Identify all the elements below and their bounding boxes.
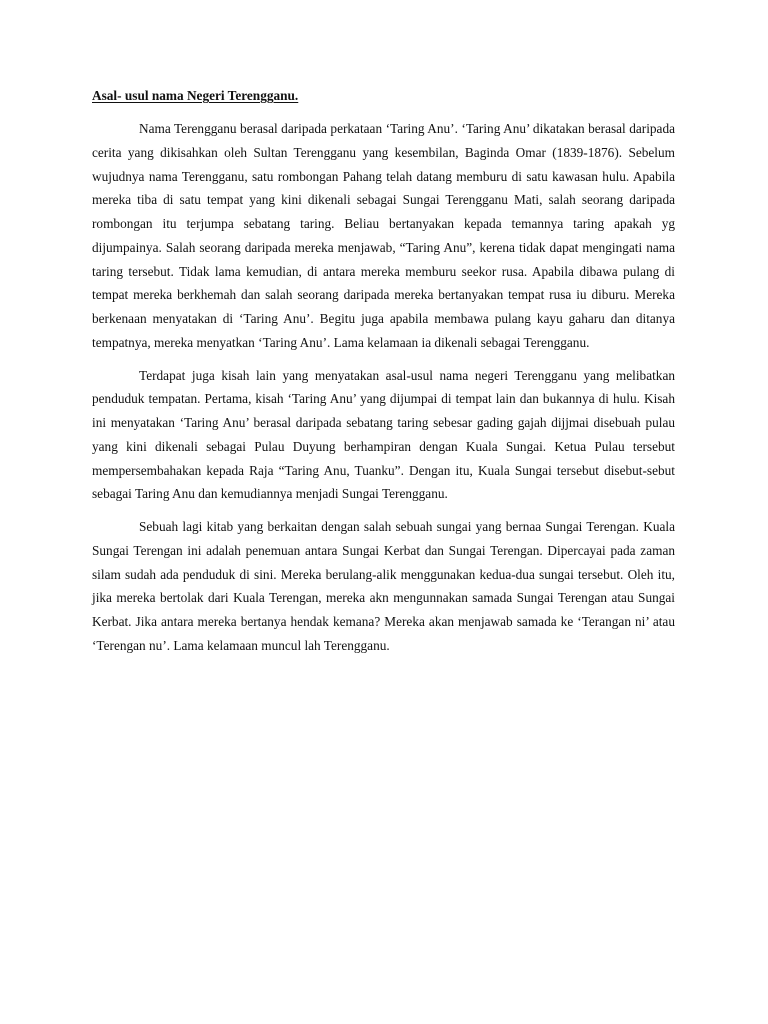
document-body xyxy=(92,84,675,667)
paragraph-2: Terdapat juga kisah lain yang menyatakan asal-usul nama negeri Terengganu yang melibatkan penduduk tempatan. Pertama, kisah ‘Taring Anu’ yang dijumpai di tempat lain dan bukannya di hulu. Kisah ini menyatakan ‘Taring Anu’ berasal daripada sebatang taring sebesar gading gajah dijjmai disebuah pulau yang kini dikenali sebagai Pulau Duyung berhampiran dengan Kuala Sungai. Ketua Pulau tersebut mempersembahakan kepada Raja “Taring Anu, Tuanku”. Dengan itu, Kuala Sungai tersebut disebut-sebut sebagai Taring Anu dan kemudiannya menjadi Sungai Terengganu. xyxy=(92,367,675,502)
document-title: Asal- usul nama Negeri Terengganu. xyxy=(92,88,299,103)
paragraph-1: Nama Terengganu berasal daripada perkataan ‘Taring Anu’. ‘Taring Anu’ dikatakan berasal daripada cerita yang dikisahkan oleh Sultan Terengganu yang kesembilan, Baginda Omar (1839-1876). Sebelum wujudnya nama Terengganu, satu rombongan Pahang telah datang memburu di satu kawasan hulu. Apabila mereka tiba di satu tempat yang kini dikenali sebagai Sungai Terengganu Mati, salah seorang daripada rombongan itu terjumpa sebatang taring. Beliau bertanyakan kepada temannya taring apakah yg dijumpainya. Salah seorang daripada mereka menjawab, “Taring Anu”, kerena tidak dapat mengingati nama taring tersebut. Tidak lama kemudian, di antara mereka memburu seekor rusa. Apabila dibawa pulang di tempat mereka berkhemah dan salah seorang daripada mereka bertanyakan tempat rusa iu diburu. Mereka berkenaan menyatakan di ‘Taring Anu’. Begitu juga apabila membawa pulang kayu gaharu dan ditanya tempatnya, mereka menyatkan ‘Taring Anu’. Lama kelamaan ia dikenali sebagai Terengganu. xyxy=(92,121,675,350)
paragraph-3: Sebuah lagi kitab yang berkaitan dengan salah sebuah sungai yang bernaa Sungai Terengan. Kuala Sungai Terengan ini adalah penemuan antara Sungai Kerbat dan Sungai Terengan. Dipercayai pada zaman silam sudah ada penduduk di sini. Mereka berulang-alik menggunakan kedua-dua sungai tersebut. Oleh itu, jika mereka bertolak dari Kuala Terengan, mereka akn mengunnakan samada Sungai Terengan atau Sungai Kerbat. Jika antara mereka bertanya hendak kemana? Mereka akan menjawab samada ke ‘Terangan ni’ atau ‘Terengan nu’. Lama kelamaan muncul lah Terengganu. xyxy=(92,519,675,653)
